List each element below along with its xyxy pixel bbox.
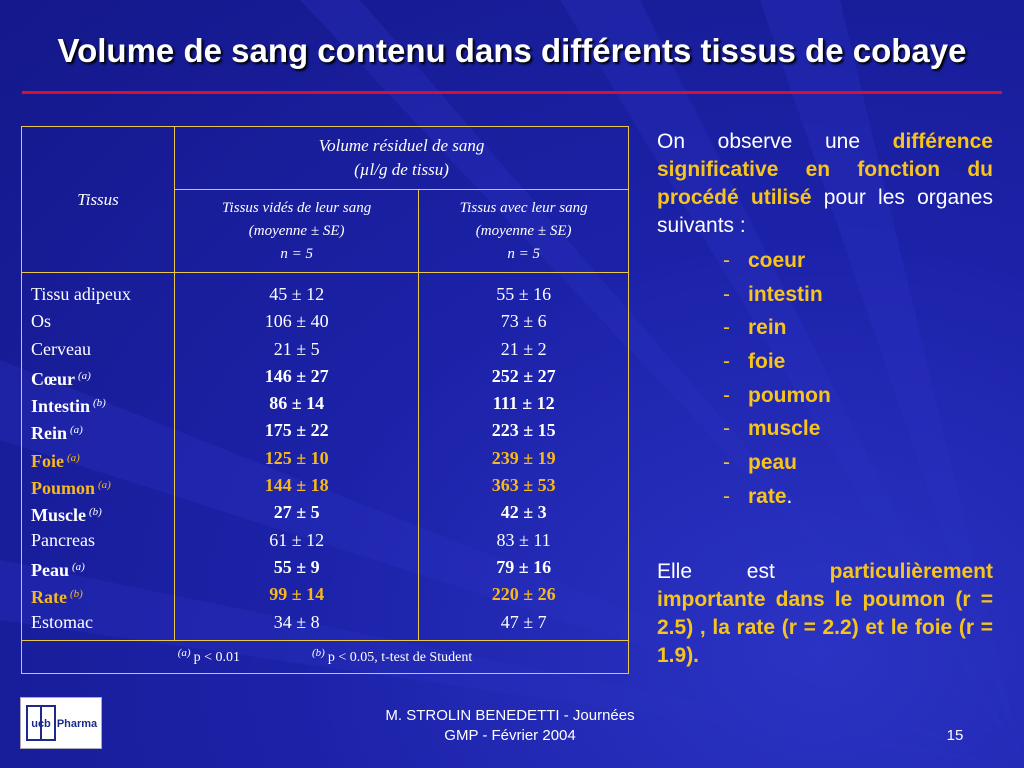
tissue-value: 144 ± 18 [264,475,329,496]
organ-list [657,244,993,514]
tissue-value: 252 ± 27 [491,365,556,386]
tissue-name: Foie $^{(a)}$ [31,450,80,471]
tissue-value: 21 ± 5 [273,338,320,359]
tissue-value: 55 ± 9 [273,556,320,577]
title-underline [22,91,1002,94]
observation-text [657,128,993,670]
header-tissus: Tissus [22,127,175,273]
slide-title: Volume de sang contenu dans différents tissus de cobaye [57,32,967,69]
tissue-name: Estomac [31,611,93,632]
tissue-value: 34 ± 8 [273,611,320,632]
tissue-name: Poumon $^{(a)}$ [31,478,111,499]
tissue-value: 27 ± 5 [273,502,320,523]
tissue-value: 106 ± 40 [264,311,329,332]
footer-author: M. STROLIN BENEDETTI - Journées GMP - Février 2004 [385,707,635,744]
paragraph-observation: On observe une différence significative en fonction du procédé utilisé pour les organes suivants : [657,130,993,237]
tissue-value: 55 ± 16 [496,284,552,304]
blood-volume-table [21,126,629,674]
tissue-value: 363 ± 53 [491,475,556,496]
organ-item: - muscle [723,417,821,441]
tissue-value: 223 ± 15 [491,420,556,441]
organ-item: - rein [723,316,787,340]
values-vides-column [175,273,419,641]
svg-text:ucb: ucb [31,718,51,730]
tissue-value: 146 ± 27 [264,365,329,386]
tissue-value: 61 ± 12 [269,529,325,550]
tissue-name: Os [31,311,52,332]
tissue-value: 79 ± 16 [496,556,552,577]
tissue-name: Peau $^{(a)}$ [31,559,85,580]
paragraph-conclusion: Elle est particulièrement importante dans le poumon (r = 2.5) , la rate (r = 2.2) et le foie (r = 1.9). [657,559,993,667]
tissue-names-column [22,273,175,641]
tissue-name: Cerveau [31,338,91,359]
tissue-name: Muscle $^{(b)}$ [31,505,102,526]
header-tissus-avec-sang: Tissus avec leur sang (moyenne ± SE) n = 5 [419,190,629,273]
organ-item: - foie [723,350,786,374]
page-number: 15 [946,727,964,744]
tissue-value: 175 ± 22 [264,420,329,441]
ucb-pharma-logo [20,697,102,749]
svg-text:Pharma: Pharma [56,718,98,730]
tissue-value: 125 ± 10 [264,447,329,468]
tissue-name: Tissu adipeux [31,284,131,304]
tissue-value: 45 ± 12 [269,284,325,304]
tissue-name: Intestin $^{(b)}$ [31,396,106,417]
tissue-value: 73 ± 6 [500,311,547,332]
header-volume-residuel: Volume résiduel de sang (µl/g de tissu) [175,127,629,190]
organ-item: - intestin [723,282,823,306]
tissue-value: 47 ± 7 [500,611,547,632]
values-avec-sang-column [419,273,629,641]
table-footnote: $^{(a)}$ p < 0.01 $^{(b)}$ p < 0.05, t-test de Student [22,640,629,673]
tissue-value: 220 ± 26 [491,584,556,605]
tissue-value: 86 ± 14 [269,393,325,414]
tissue-value: 99 ± 14 [269,584,325,605]
organ-item: - peau [723,451,798,475]
tissue-name: Pancreas [31,529,95,550]
tissue-value: 111 ± 12 [492,393,555,414]
organ-item: - coeur [723,249,806,272]
tissue-value: 21 ± 2 [500,338,547,359]
header-tissus-vides: Tissus vidés de leur sang (moyenne ± SE) n = 5 [175,190,419,273]
organ-item: - poumon [723,383,831,407]
organ-item: - rate. [723,484,793,508]
tissue-value: 42 ± 3 [500,502,547,523]
tissue-name: Rate $^{(b)}$ [31,587,83,608]
tissue-name: Cœur $^{(a)}$ [31,368,91,389]
tissue-name: Rein $^{(a)}$ [31,423,83,444]
tissue-value: 239 ± 19 [491,447,556,468]
tissue-value: 83 ± 11 [496,529,551,550]
